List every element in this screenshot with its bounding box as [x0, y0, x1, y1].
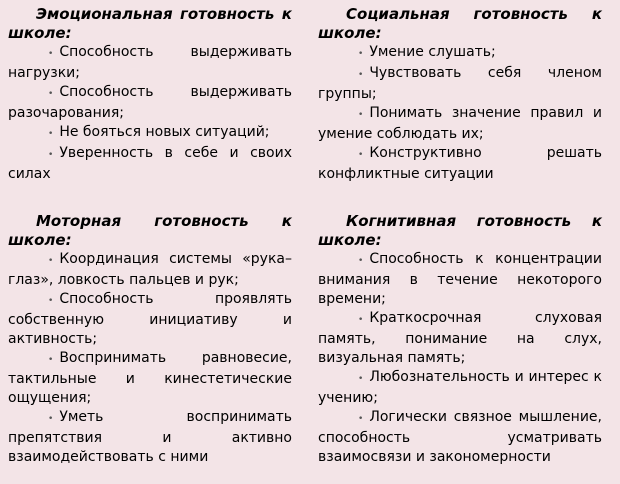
bullet-icon: •: [48, 355, 54, 365]
block-title: Моторная готовность к школе:: [8, 212, 292, 249]
bullet-icon: •: [358, 256, 364, 266]
bullet-icon: •: [48, 150, 54, 160]
readiness-list: [8, 43, 292, 184]
list-item: • Способность выдерживать разочарования;: [8, 84, 292, 121]
bullet-icon: •: [358, 49, 364, 59]
list-item: • Краткосрочная слуховая память, понимание на слух, визуальная память;: [318, 310, 602, 366]
list-item: • Логически связное мышление, способность усматривать взаимосвязи и закономерности: [318, 409, 602, 465]
bullet-icon: •: [358, 315, 364, 325]
bullet-icon: •: [358, 374, 364, 384]
readiness-list: [8, 250, 292, 467]
list-item: • Воспринимать равновесие, тактильные и кинестетические ощущения;: [8, 350, 292, 406]
readiness-list: [318, 250, 602, 467]
list-item: • Понимать значение правил и умение соблюдать их;: [318, 105, 602, 142]
readiness-list: [318, 43, 602, 184]
list-item: • Чувствовать себя членом группы;: [318, 65, 602, 102]
emotional-readiness-block: [8, 5, 292, 184]
list-item: • Координация системы «рука–глаз», ловкость пальцев и рук;: [8, 251, 292, 288]
bullet-icon: •: [48, 296, 54, 306]
block-title: Когнитивная готовность к школе:: [318, 212, 602, 249]
bullet-icon: •: [48, 49, 54, 59]
block-title: Социальная готовность к школе:: [318, 5, 602, 42]
social-readiness-block: [318, 5, 602, 184]
bullet-icon: •: [358, 70, 364, 80]
list-item: • Способность выдерживать нагрузки;: [8, 44, 292, 81]
block-title: Эмоциональная готовность к школе:: [8, 5, 292, 42]
bullet-icon: •: [358, 110, 364, 120]
cognitive-readiness-block: [318, 212, 602, 467]
list-item: • Не бояться новых ситуаций;: [48, 124, 270, 140]
list-item: • Любознательность и интерес к учению;: [318, 369, 602, 406]
list-item: • Уверенность в себе и своих силах: [8, 145, 292, 182]
list-item: • Способность проявлять собственную инициативу и активность;: [8, 291, 292, 347]
bullet-icon: •: [48, 414, 54, 424]
bullet-icon: •: [48, 89, 54, 99]
list-item: • Уметь воспринимать препятствия и активно взаимодействовать с ними: [8, 409, 292, 465]
bullet-icon: •: [48, 129, 54, 139]
list-item: • Способность к концентрации внимания в течение некоторого времени;: [318, 251, 602, 307]
list-item: • Умение слушать;: [358, 44, 496, 60]
list-item: • Конструктивно решать конфликтные ситуации: [318, 145, 602, 182]
bullet-icon: •: [358, 150, 364, 160]
bullet-icon: •: [48, 256, 54, 266]
bullet-icon: •: [358, 414, 364, 424]
motor-readiness-block: [8, 212, 292, 467]
